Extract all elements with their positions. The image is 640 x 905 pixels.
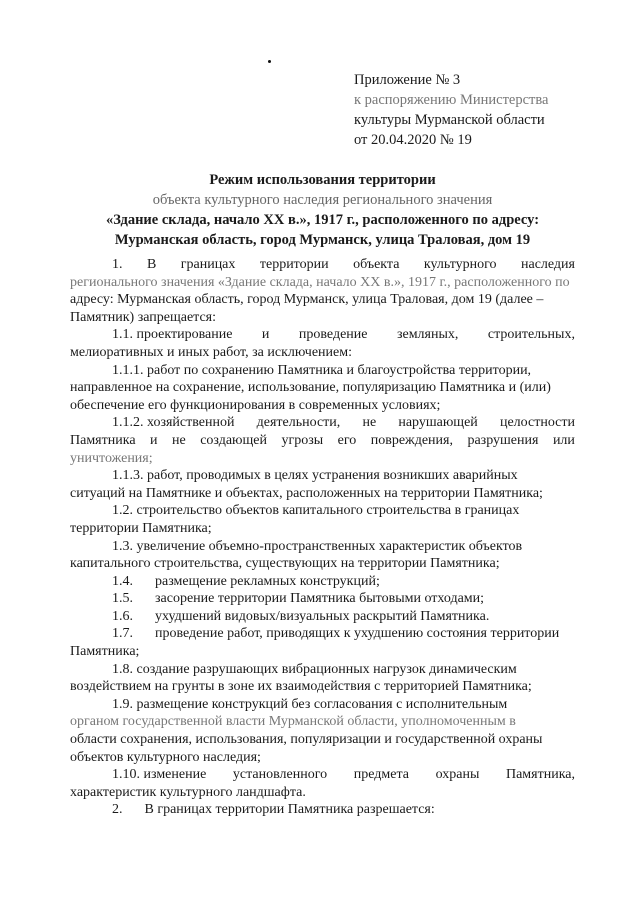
word: 1.10. изменение: [112, 767, 207, 783]
paragraph-number: 2.: [112, 802, 123, 818]
item-1-1-3-line-2: ситуаций на Памятнике и объектах, расположенных на территории Памятника;: [70, 485, 543, 501]
document-body: [70, 256, 575, 819]
word: не: [172, 432, 186, 448]
word: не: [362, 415, 377, 431]
word: объекта: [353, 257, 400, 272]
item-1-1-2-line-2: [70, 432, 575, 450]
word: Памятника,: [505, 767, 575, 783]
word: установленного: [232, 767, 328, 783]
item-1-1-line-2: мелиоративных и иных работ, за исключением:: [70, 344, 352, 360]
appendix-header: [354, 70, 548, 150]
item-1-9-line-1: 1.9. размещение конструкций без согласования с исполнительным: [112, 696, 508, 712]
item-1-8-line-1: 1.8. создание разрушающих вибрационных нагрузок динамическим: [112, 661, 517, 677]
item-1-2-line-2: территории Памятника;: [70, 520, 212, 536]
item-number: 1.4.: [112, 573, 133, 589]
word: и: [261, 327, 270, 343]
word: создающей: [200, 432, 267, 448]
item-1-9-line-3: области сохранения, использования, популяризации и государственной охраны: [70, 732, 543, 748]
title-line-4: Мурманская область, город Мурманск, улица Траловая, дом 19: [114, 232, 531, 248]
item-1-1-1-line-2: направленное на сохранение, использование, популяризацию Памятника и (или): [70, 380, 551, 396]
item-1-1-3-line-1: 1.1.3. работ, проводимых в целях устранения возникших аварийных: [112, 468, 518, 484]
document-title: [70, 170, 575, 250]
word: территории: [259, 257, 329, 272]
word: деятельности,: [256, 415, 341, 431]
paragraph-1-line-4: Памятник) запрещается:: [70, 309, 216, 325]
word: целостности: [499, 415, 575, 431]
word: разрушения: [467, 432, 539, 448]
item-1-2-line-1: 1.2. строительство объектов капитального строительства в границах: [112, 503, 520, 519]
item-1-1-2-line-3: уничтожения;: [70, 450, 153, 466]
paragraph-1-line-2: регионального значения «Здание склада, начало XX в.», 1917 г., расположенного по: [70, 274, 570, 290]
item-1-8-line-2: воздействием на грунты в зоне их взаимодействия с территорией Памятника;: [70, 679, 532, 695]
item-number: 1.6.: [112, 608, 133, 624]
word: наследия: [520, 257, 575, 272]
item-1-6: [70, 608, 575, 626]
item-number: 1.7.: [112, 626, 133, 642]
appendix-date-line: от 20.04.2020 № 19: [354, 132, 472, 148]
paragraph-1-line-3: адресу: Мурманская область, город Мурманск, улица Траловая, дом 19 (далее –: [70, 292, 544, 308]
title-line-3: «Здание склада, начало XX в.», 1917 г., расположенного по адресу:: [105, 212, 540, 228]
item-1-1-line-1: [70, 326, 575, 344]
paragraph-text: В границах территории Памятника разрешается:: [144, 802, 435, 818]
word: повреждения,: [370, 432, 453, 448]
item-1-9-line-4: объектов культурного наследия;: [70, 749, 261, 765]
item-1-3-line-2: капитального строительства, существующих на территории Памятника;: [70, 556, 500, 572]
title-line-2: объекта культурного наследия регионального значения: [152, 192, 493, 208]
item-1-10-line-2: характеристик культурного ландшафта.: [70, 784, 306, 800]
item-text: размещение рекламных конструкций;: [155, 573, 380, 589]
word: культурного: [423, 257, 497, 272]
word: В: [146, 257, 157, 272]
item-1-1-1-line-1: 1.1.1. работ по сохранению Памятника и благоустройства территории,: [112, 362, 532, 378]
title-line-1: Режим использования территории: [209, 172, 436, 188]
item-1-5: [70, 590, 575, 608]
item-number: 1.5.: [112, 591, 133, 607]
item-text: ухудшений видовых/визуальных раскрытий Памятника.: [155, 608, 490, 624]
item-1-7-line-2: Памятника;: [70, 644, 140, 660]
word: границах: [180, 257, 236, 272]
item-1-9-line-2: органом государственной власти Мурманской области, уполномоченным в: [70, 714, 516, 730]
paragraph-2: [70, 801, 575, 819]
item-1-10-line-1: [70, 766, 575, 784]
word: проведение: [298, 327, 368, 343]
paragraph-number: 1.: [112, 257, 123, 272]
word: нарушающей: [398, 415, 478, 431]
item-1-3-line-1: 1.3. увеличение объемно-пространственных характеристик объектов: [112, 538, 523, 554]
word: предмета: [353, 767, 409, 783]
word: или: [552, 432, 575, 448]
paragraph-1-line-1: [70, 256, 575, 274]
item-1-1-1-line-3: обеспечение его функционирования в современных условиях;: [70, 397, 441, 413]
word: охраны: [435, 767, 480, 783]
appendix-ministry-line: культуры Мурманской области: [354, 112, 545, 128]
word: и: [150, 432, 158, 448]
word: 1.1. проектирование: [112, 327, 233, 343]
word: угрозы: [281, 432, 324, 448]
item-1-4: [70, 573, 575, 591]
word: Памятника: [70, 432, 136, 448]
appendix-number: Приложение № 3: [354, 72, 461, 88]
scan-speck: [268, 60, 271, 63]
word: его: [337, 432, 357, 448]
word: земляных,: [396, 327, 459, 343]
item-text: засорение территории Памятника бытовыми отходами;: [155, 591, 485, 607]
item-1-1-2-line-1: [70, 414, 575, 432]
word: строительных,: [487, 327, 575, 343]
appendix-order-line: к распоряжению Министерства: [354, 92, 549, 108]
item-1-7-line-1: [70, 625, 575, 643]
item-text: проведение работ, приводящих к ухудшению состояния территории: [155, 626, 560, 642]
word: 1.1.2. хозяйственной: [112, 415, 235, 431]
